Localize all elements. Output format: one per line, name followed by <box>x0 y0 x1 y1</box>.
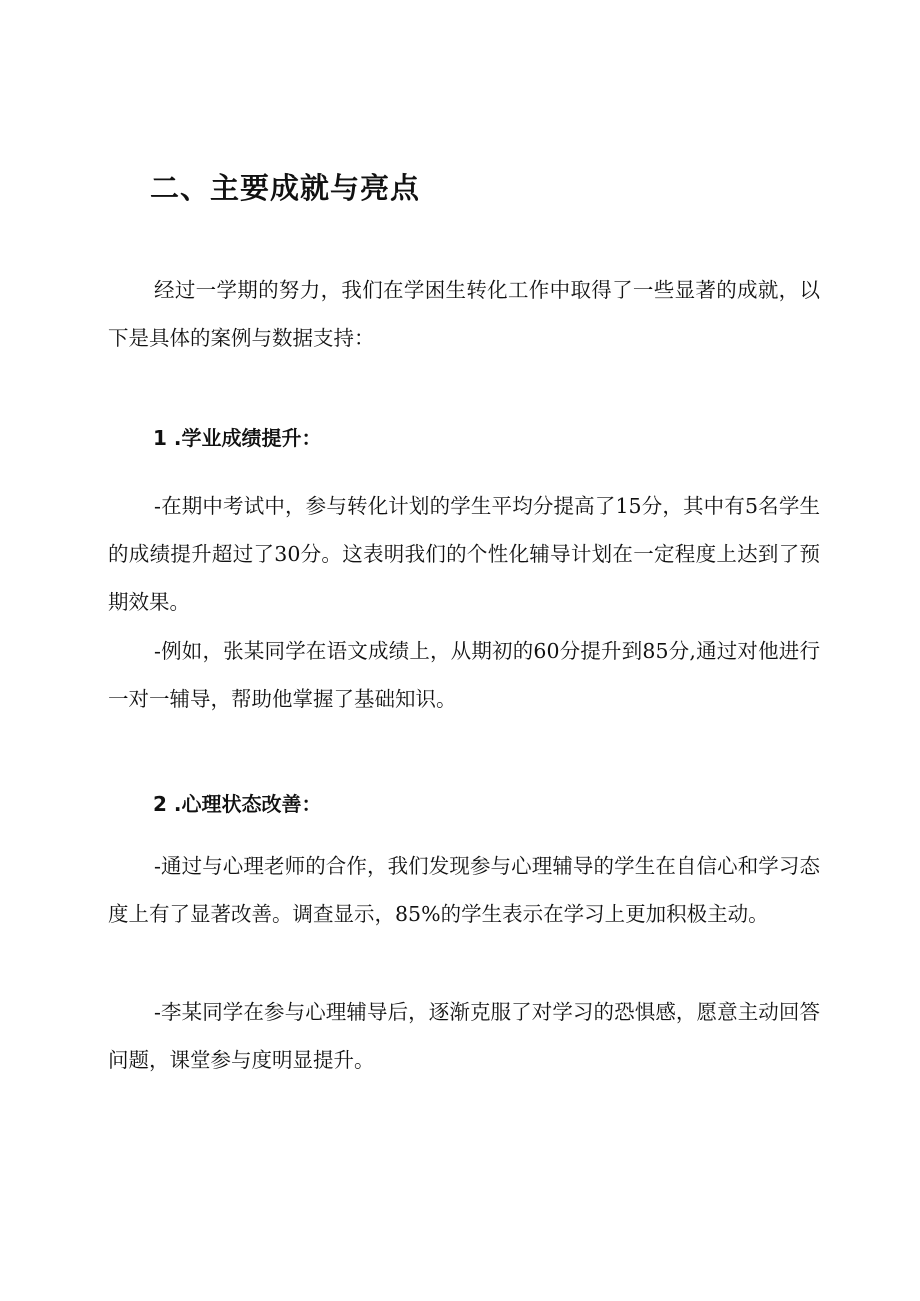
academic-bullet-2: -例如，张某同学在语文成绩上，从期初的60分提升到85分,通过对他进行一对一辅导，帮助他掌握了基础知识。 <box>108 639 820 711</box>
intro-paragraph: 经过一学期的努力，我们在学困生转化工作中取得了一些显著的成就，以下是具体的案例与数据支持： <box>108 278 820 350</box>
academic-bullet-1: -在期中考试中，参与转化计划的学生平均分提高了15分，其中有5名学生的成绩提升超过了30分。这表明我们的个性化辅导计划在一定程度上达到了预期效果。 <box>108 494 820 614</box>
section-title: 二、主要成就与亮点 <box>150 171 421 205</box>
psychology-bullet-1: -通过与心理老师的合作，我们发现参与心理辅导的学生在自信心和学习态度上有了显著改善。调查显示，85%的学生表示在学习上更加积极主动。 <box>108 854 820 926</box>
item-heading-psychology: 2 .心理状态改善： <box>153 792 322 816</box>
item-heading-academic: 1 .学业成绩提升： <box>153 426 322 450</box>
psychology-bullet-2: -李某同学在参与心理辅导后，逐渐克服了对学习的恐惧感，愿意主动回答问题，课堂参与度明显提升。 <box>108 1000 820 1072</box>
